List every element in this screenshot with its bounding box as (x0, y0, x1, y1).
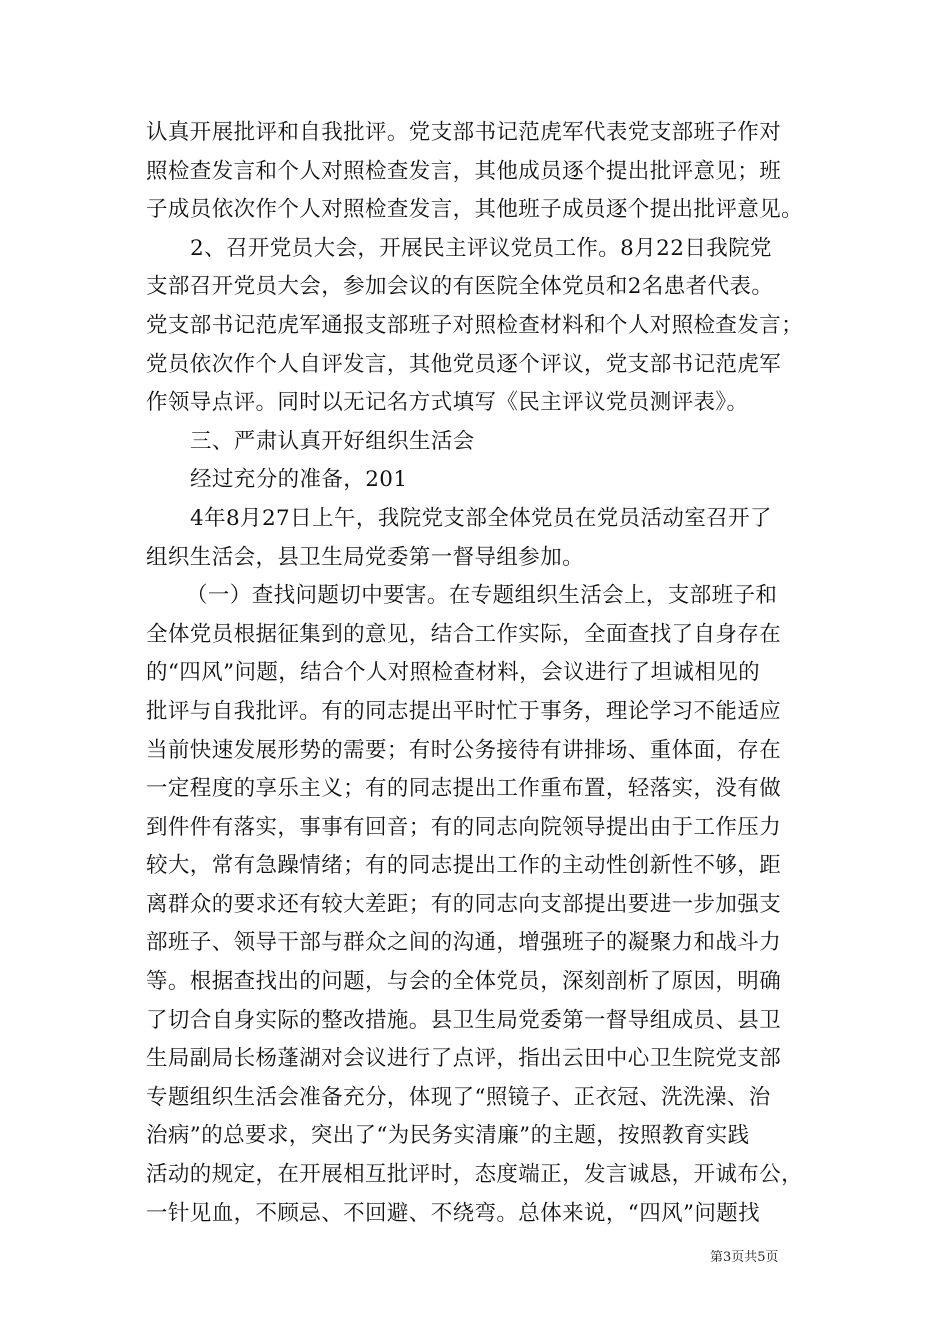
text-line: 认真开展批评和自我批评。党支部书记范虎军代表党支部班子作对 (146, 120, 782, 145)
text-line: 专题组织生活会准备充分，体现了“照镜子、正衣冠、洗洗澡、治 (146, 1084, 771, 1110)
text-line: 经过充分的准备，201 (190, 467, 408, 493)
text-line: 支部召开党员大会，参加会议的有医院全体党员和2名患者代表。 (146, 274, 774, 300)
page-number: 第3页共5页 (710, 1250, 779, 1265)
text-line: 治病”的总要求，突出了“为民务实清廉”的主题，按照教育实践 (146, 1123, 750, 1149)
text-line: 一定程度的享乐主义；有的同志提出工作重布置，轻落实，没有做 (146, 776, 782, 802)
text-line: 部班子、领导干部与群众之间的沟通，增强班子的凝聚力和战斗力 (146, 930, 782, 956)
text-line: 较大，常有急躁情绪；有的同志提出工作的主动性创新性不够，距 (146, 853, 782, 879)
text-line: 活动的规定，在开展相互批评时，态度端正，发言诚恳，开诚布公， (146, 1162, 804, 1188)
text-line: 一针见血，不顾忌、不回避、不绕弯。总体来说，“四风”问题找 (146, 1200, 761, 1226)
text-line: 的“四风”问题，结合个人对照检查材料，会议进行了坦诚相见的 (146, 660, 761, 686)
text-line: 了切合自身实际的整改措施。县卫生局党委第一督导组成员、县卫 (146, 1007, 782, 1033)
text-line: 生局副局长杨蓬湖对会议进行了点评，指出云田中心卫生院党支部 (146, 1046, 782, 1072)
document-body (146, 114, 806, 1233)
text-line: 子成员依次作个人对照检查发言，其他班子成员逐个提出批评意见。 (146, 197, 804, 223)
text-line: 党支部书记范虎军通报支部班子对照检查材料和个人对照检查发言； (146, 312, 804, 338)
text-line: 4年8月27日上午，我院党支部全体党员在党员活动室召开了 (190, 505, 772, 531)
text-line: （一）查找问题切中要害。在专题组织生活会上，支部班子和 (186, 583, 778, 609)
text-line: 2、召开党员大会，开展民主评议党员工作。8月22日我院党 (190, 235, 772, 261)
text-line: 等。根据查找出的问题，与会的全体党员，深刻剖析了原因，明确 (146, 969, 782, 995)
text-line: 照检查发言和个人对照检查发言，其他成员逐个提出批评意见；班 (146, 158, 782, 184)
text-line: 党员依次作个人自评发言，其他党员逐个评议，党支部书记范虎军 (146, 351, 782, 377)
text-line: 全体党员根据征集到的意见，结合工作实际，全面查找了自身存在 (146, 621, 782, 647)
text-line: 批评与自我批评。有的同志提出平时忙于事务，理论学习不能适应 (146, 698, 782, 724)
text-line: 组织生活会，县卫生局党委第一督导组参加。 (146, 544, 585, 570)
text-line: 离群众的要求还有较大差距；有的同志向支部提出要进一步加强支 (146, 891, 782, 917)
text-line: 作领导点评。同时以无记名方式填写《民主评议党员测评表》。 (146, 390, 749, 416)
section-heading: 三、严肃认真开好组织生活会 (190, 428, 475, 454)
text-line: 当前快速发展形势的需要；有时公务接待有讲排场、重体面，存在 (146, 737, 782, 763)
text-line: 到件件有落实，事事有回音；有的同志向院领导提出由于工作压力 (146, 814, 782, 840)
